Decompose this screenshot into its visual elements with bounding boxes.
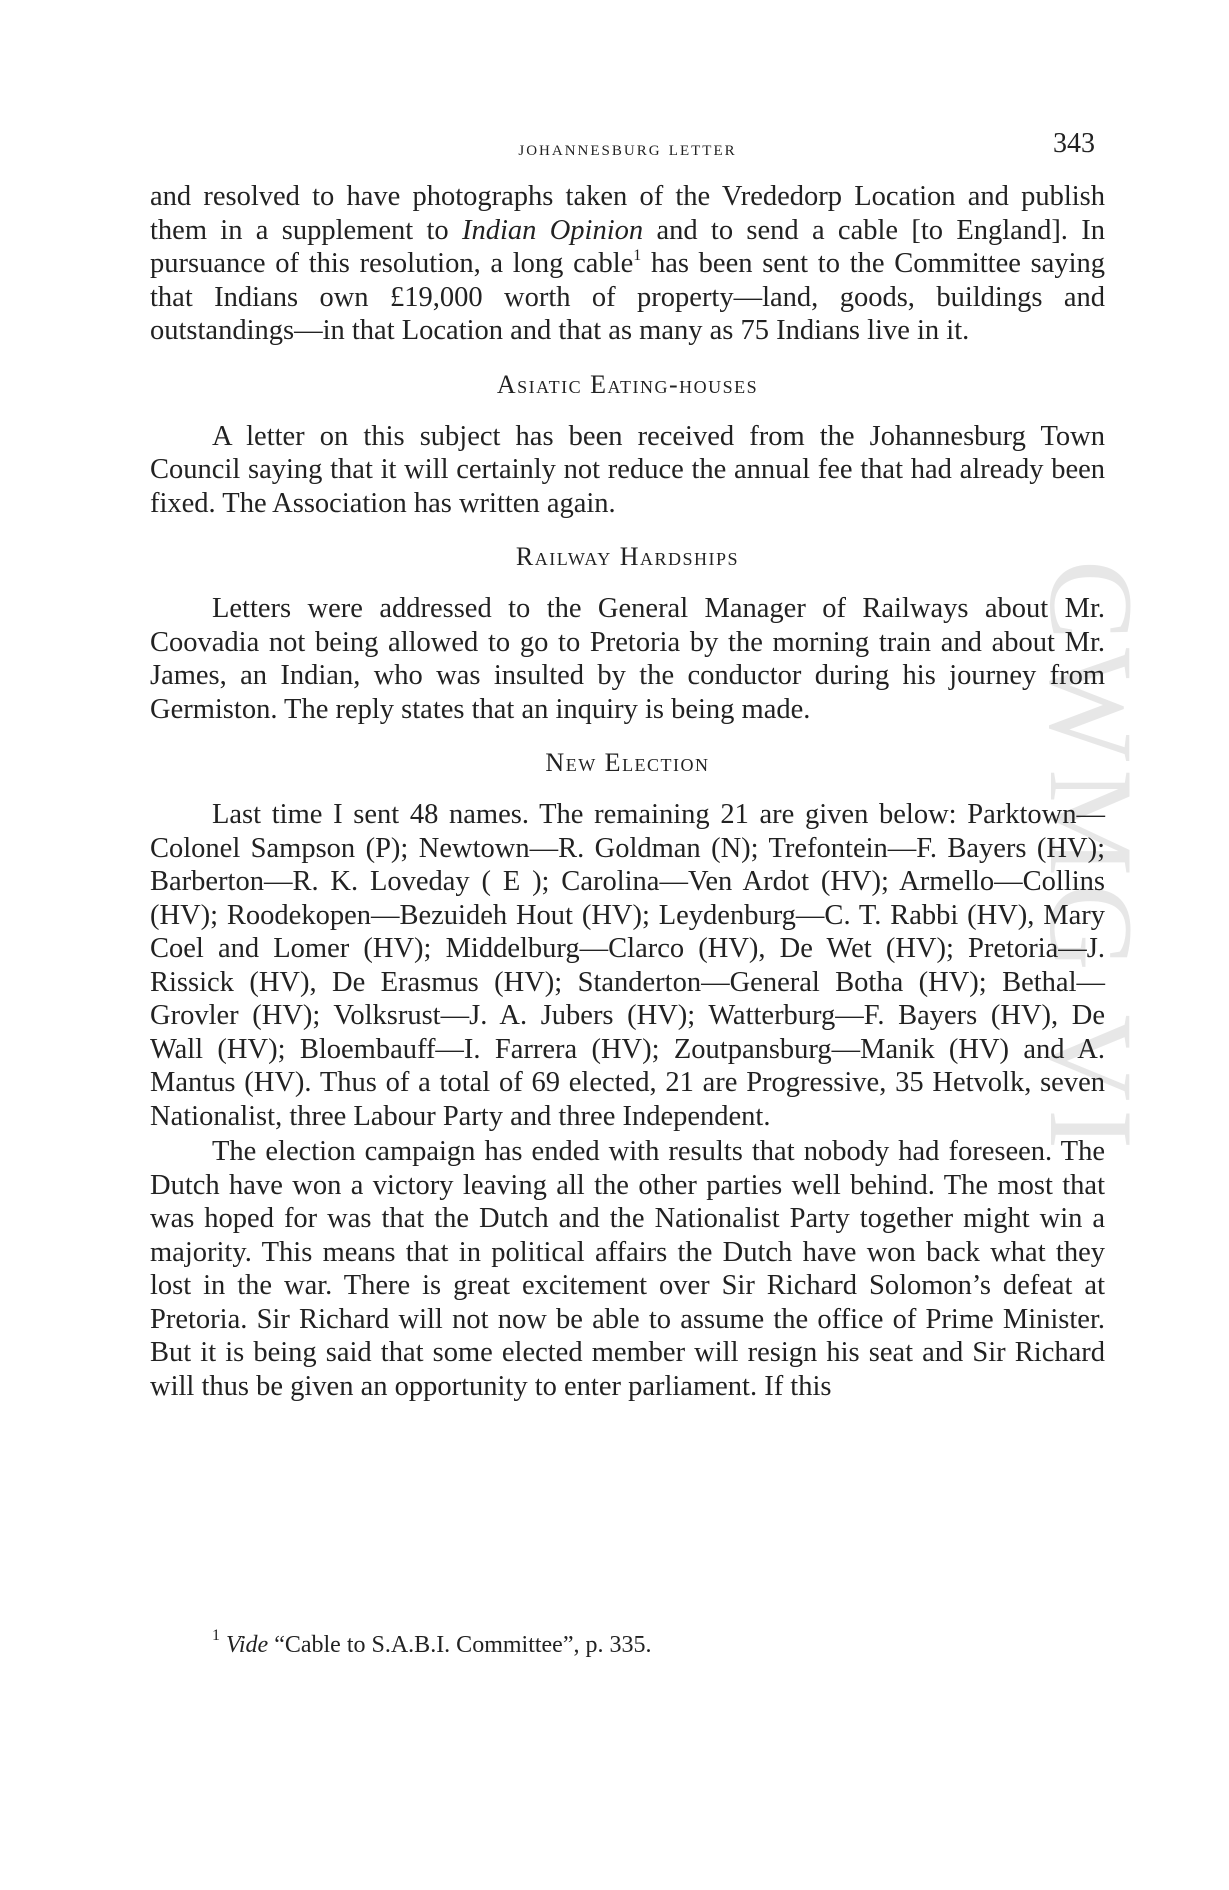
footnote-italic: Vide — [226, 1632, 269, 1658]
page-body — [150, 128, 1105, 1403]
eating-houses-paragraph: A letter on this subject has been received from the Johannesburg Town Council saying that it will certainly not reduce the annual fee that had already been fixed. The Association has written again. — [150, 420, 1105, 519]
footnote-text: “Cable to S.A.B.I. Committee”, p. 335. — [268, 1632, 652, 1658]
running-head — [150, 128, 1105, 164]
watermark-text: CWMG VI — [1025, 560, 1158, 1158]
intro-text-a: and resolved to have photographs taken of the Vrededorp Location and publish them in a supplement to — [150, 181, 1105, 246]
footnote-reference: 1 — [633, 247, 642, 264]
page-number: 343 — [1053, 128, 1095, 159]
election-campaign-paragraph: The election campaign has ended with results that nobody had foreseen. The Dutch have won a victory leaving all the other parties well behind. The most that was hoped for was that the Dutch and the Nationalist Party together might win a majority. This means that in political affairs the Dutch have won back what they lost in the war. There is great excitement over Sir Richard Solomon’s defeat at Pretoria. Sir Richard will not now be able to assume the office of Prime Minister. But it is being said that some elected member will resign his seat and Sir Richard will thus be given an opportunity to enter parliament. If this — [150, 1136, 1105, 1402]
intro-italic-title: Indian Opinion — [461, 214, 644, 246]
running-title: johannesburg letter — [518, 136, 737, 160]
intro-text-b: and to send a cable [to England]. In pursuance of this resolution, a long cable — [150, 214, 1105, 279]
intro-text-c: has been sent to the Committee saying that Indians own £19,000 worth of property—land, goods, buildings and outstandings—in that Location and that as many as 75 Indians live in it. — [150, 248, 1105, 346]
intro-paragraph — [150, 180, 1105, 348]
footnote-number: 1 — [212, 1627, 220, 1644]
footnote — [212, 1627, 652, 1659]
section-heading-election: New Election — [545, 748, 710, 777]
section-heading-railway: Railway Hardships — [515, 542, 740, 571]
election-results-paragraph: Last time I sent 48 names. The remaining 21 are given below: Parktown—Colonel Sampson (P); Newtown—R. Goldman (N); Trefontein—F. Bayers (HV); Barberton—R. K. Loveday ( E ); Carolina—Ven Ardot (HV); Armello—Collins (HV); Roodekopen—Bezuideh Hout (HV); Leydenburg—C. T. Rabbi (HV), Mary Coel and Lomer (HV); Middelburg—Clarco (HV), De Wet (HV); Pretoria—J. Rissick (HV), De Erasmus (HV); Standerton—General Botha (HV); Bethal—Grovler (HV); Volksrust—J. A. Jubers (HV); Watterburg—F. Bayers (HV), De Wall (HV); Bloembauff—I. Farrera (HV); Zoutpansburg—Manik (HV) and A. Mantus (HV). Thus of a total of 69 elected, 21 are Progressive, 35 Hetvolk, seven Nationalist, three Labour Party and three Independent. — [150, 799, 1105, 1132]
railway-paragraph: Letters were addressed to the General Manager of Railways about Mr. Coovadia not being allowed to go to Pretoria by the morning train and about Mr. James, an Indian, who was insulted by the conductor during his journey from Germiston. The reply states that an inquiry is being made. — [150, 593, 1105, 725]
section-heading-eating-houses: Asiatic Eating-houses — [496, 369, 759, 399]
